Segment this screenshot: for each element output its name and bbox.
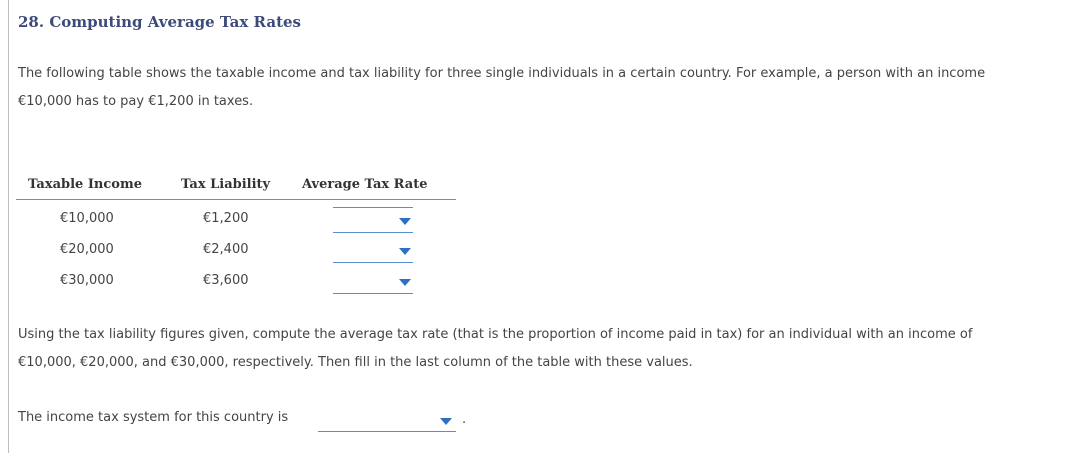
tax-system-prompt: The income tax system for this country is	[18, 410, 289, 425]
average-tax-rate-dropdown-2[interactable]	[333, 238, 413, 263]
tax-liability-cell: €2,400	[203, 242, 249, 257]
header-tax-liability: Tax Liability	[181, 177, 271, 192]
intro-line-1: The following table shows the taxable income and tax liability for three single individuals in a certain country. For example, a person with an income	[18, 66, 986, 81]
average-tax-rate-dropdown-3[interactable]	[333, 269, 413, 294]
table-row	[16, 203, 456, 234]
table-row	[16, 234, 456, 265]
intro-text	[18, 60, 1080, 116]
sentence-period: .	[462, 412, 467, 427]
caret-down-icon	[399, 248, 411, 255]
table-row	[16, 265, 456, 296]
taxable-income-cell: €10,000	[60, 211, 114, 226]
question-title: 28. Computing Average Tax Rates	[18, 13, 301, 31]
instructions-line-2: €10,000, €20,000, and €30,000, respectively. Then fill in the last column of the table with these values.	[18, 355, 693, 370]
caret-down-icon	[399, 279, 411, 286]
header-taxable-income: Taxable Income	[28, 177, 142, 192]
taxable-income-cell: €20,000	[60, 242, 114, 257]
instructions-line-1: Using the tax liability figures given, compute the average tax rate (that is the proportion of income paid in tax) for an individual with an income of	[18, 327, 973, 342]
tax-liability-cell: €1,200	[203, 211, 249, 226]
tax-liability-cell: €3,600	[203, 273, 249, 288]
instructions-text	[18, 321, 1080, 377]
header-divider	[16, 199, 456, 200]
tax-system-dropdown[interactable]	[318, 409, 456, 432]
taxable-income-cell: €30,000	[60, 273, 114, 288]
caret-down-icon	[440, 418, 452, 425]
average-tax-rate-dropdown-1[interactable]	[333, 207, 413, 233]
header-average-tax-rate: Average Tax Rate	[302, 177, 428, 192]
intro-line-2: €10,000 has to pay €1,200 in taxes.	[18, 94, 254, 109]
caret-down-icon	[399, 218, 411, 225]
